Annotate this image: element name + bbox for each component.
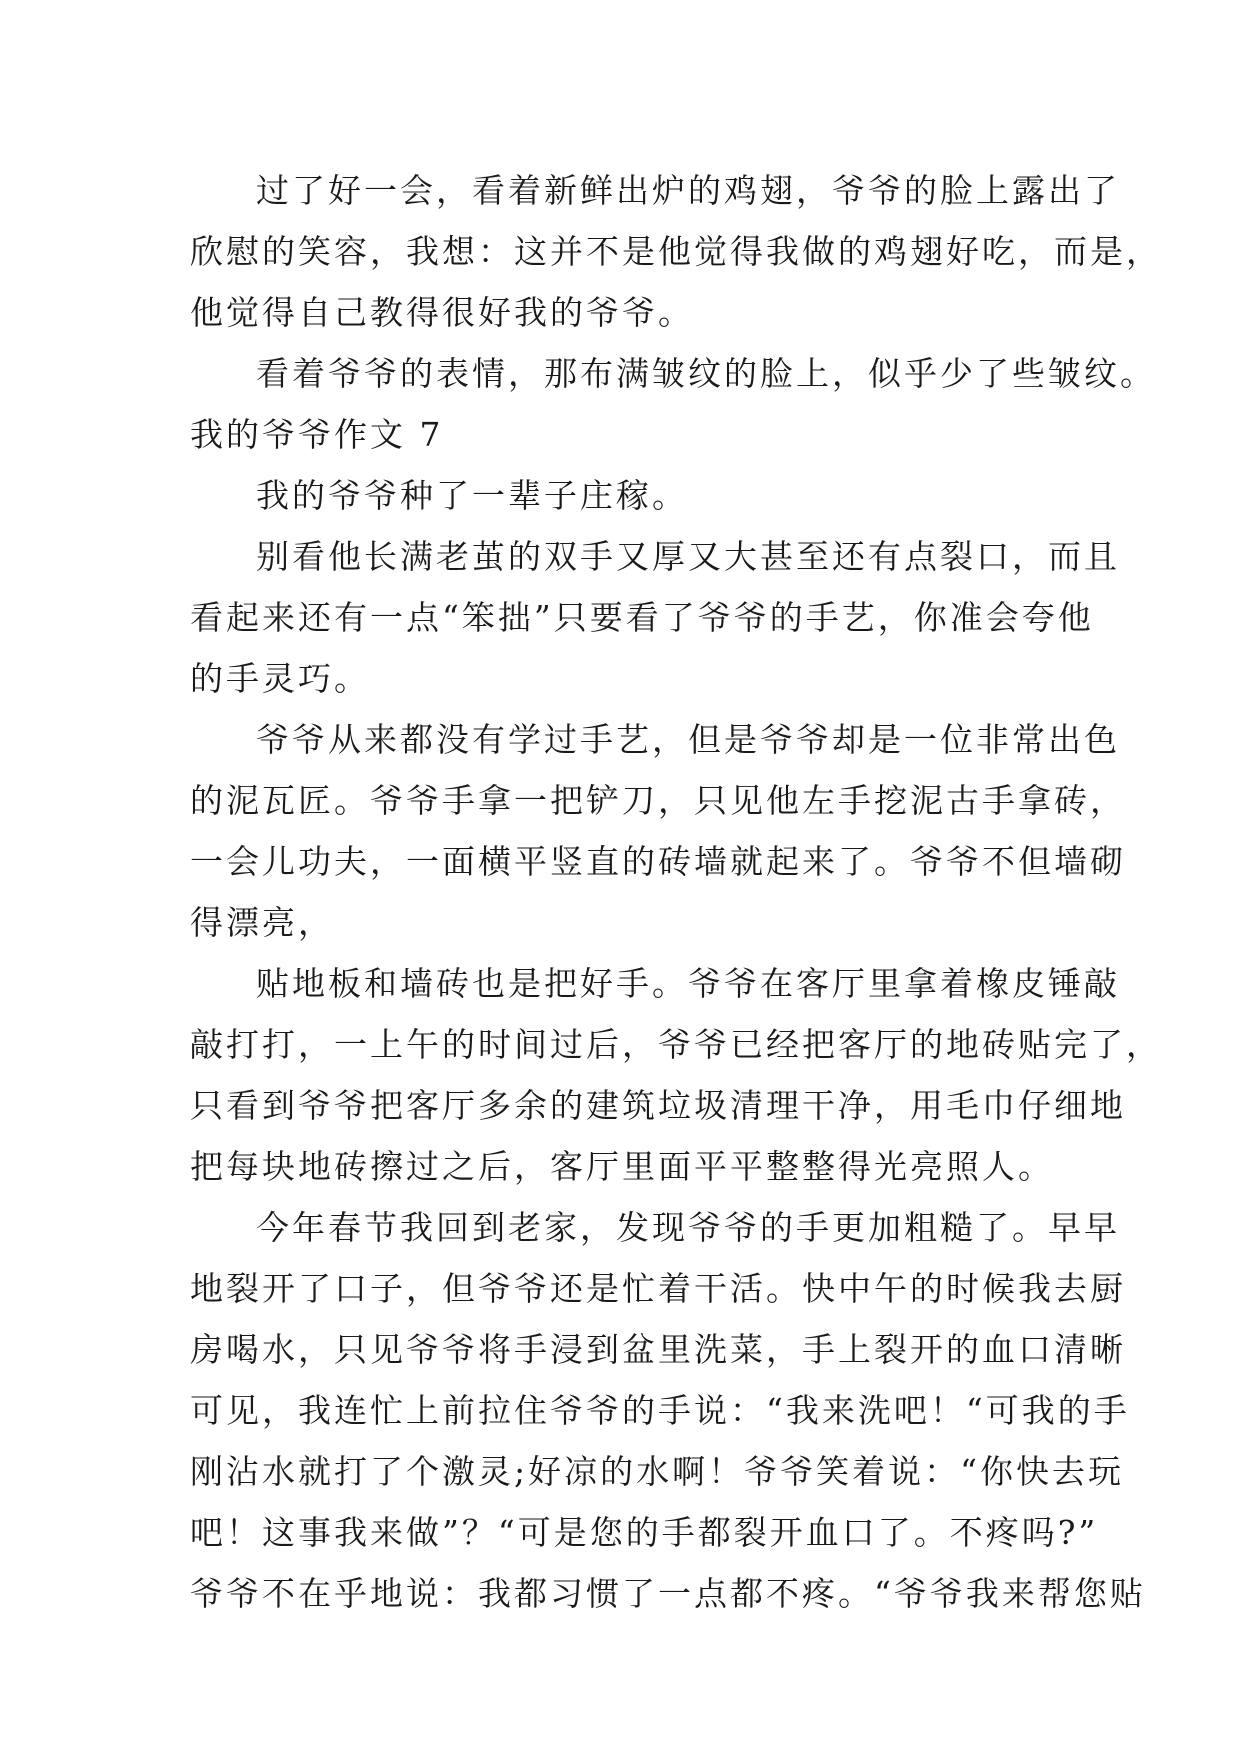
text-line: 别看他长满老茧的双手又厚又大甚至还有点裂口，而且 [256, 537, 1120, 576]
text-line: 一会儿功夫，一面横平竖直的砖墙就起来了。爷爷不但墙砌 [190, 842, 1126, 881]
document-page [190, 160, 1162, 1624]
text-line: 他觉得自己教得很好我的爷爷。 [190, 293, 694, 332]
text-line: 看着爷爷的表情，那布满皱纹的脸上，似乎少了些皱纹。 [256, 354, 1156, 393]
section-heading: 我的爷爷作文 7 [190, 415, 444, 454]
text-line: 贴地板和墙砖也是把好手。爷爷在客厅里拿着橡皮锤敲 [256, 964, 1120, 1003]
text-line: 爷爷不在乎地说：我都习惯了一点都不疼。“爷爷我来帮您贴 [190, 1574, 1146, 1613]
text-line: 的泥瓦匠。爷爷手拿一把铲刀，只见他左手挖泥古手拿砖， [190, 781, 1126, 820]
text-line: 看起来还有一点“笨拙”只要看了爷爷的手艺，你准会夸他 [190, 598, 1094, 637]
text-line: 欣慰的笑容，我想：这并不是他觉得我做的鸡翅好吃，而是， [190, 232, 1162, 271]
text-line: 把每块地砖擦过之后，客厅里面平平整整得光亮照人。 [190, 1147, 1054, 1186]
text-line: 房喝水，只见爷爷将手浸到盆里洗菜，手上裂开的血口清晰 [190, 1330, 1126, 1369]
text-line: 我的爷爷种了一辈子庄稼。 [256, 476, 688, 515]
text-line: 得漂亮， [190, 903, 334, 942]
text-line: 爷爷从来都没有学过手艺，但是爷爷却是一位非常出色 [256, 720, 1120, 759]
text-line: 可见，我连忙上前拉住爷爷的手说：“我来洗吧！“可我的手 [190, 1391, 1130, 1430]
text-line: 地裂开了口子，但爷爷还是忙着干活。快中午的时候我去厨 [190, 1269, 1126, 1308]
text-line: 只看到爷爷把客厅多余的建筑垃圾清理干净，用毛巾仔细地 [190, 1086, 1126, 1125]
text-line: 今年春节我回到老家，发现爷爷的手更加粗糙了。早早 [256, 1208, 1120, 1247]
text-line: 过了好一会，看着新鲜出炉的鸡翅，爷爷的脸上露出了 [256, 171, 1120, 210]
text-line: 刚沾水就打了个激灵;好凉的水啊！爷爷笑着说：“你快去玩 [190, 1452, 1124, 1491]
text-line: 吧！这事我来做”？“可是您的手都裂开血口了。不疼吗?” [190, 1513, 1099, 1552]
text-line: 敲打打，一上午的时间过后，爷爷已经把客厅的地砖贴完了， [190, 1025, 1162, 1064]
text-line: 的手灵巧。 [190, 659, 370, 698]
